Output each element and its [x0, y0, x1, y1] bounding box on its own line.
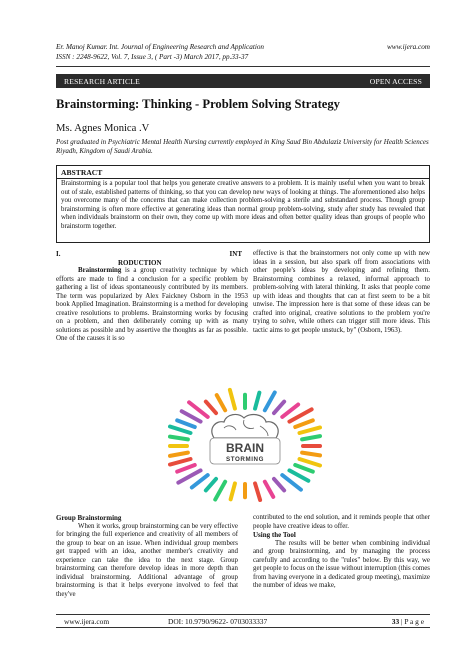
intro-text: is a group creativity technique by which efforts are made to find a conclusion for a specific problem by gathering a list of ideas spontaneously contributed by its members. The term was popularized by Alex Faickney Osborn in the 1953 book Applied Imagination. Brainstorming is a method for developing creative resolutions to problems. Brainstorming works by focusing on a problem, and then deliberately coming up with as many solutions as possible and by assertive the thoughts as far as possible. One of the causes it is so	[56, 267, 248, 343]
intro-continued-text: effective is that the brainstormers not only come up with new ideas in a session, but also spark off from associations with other people's ideas by developing and refining them. Brainstorming combines a relaxed, informal approach to problem-solving with lateral thinking. It asks that people come up with ideas and thoughts that can at first seem to be a bit unwise. The impression here is that some of these ideas can be crafted into original, creative solutions to the problem you're trying to solve, while others can trigger still more ideas. This tactic aims to get people unstuck, by" (Osborn, 1963).	[253, 250, 430, 334]
page-number: 33	[391, 616, 400, 626]
abstract-box	[56, 165, 430, 243]
page-label: | P a g e	[399, 616, 424, 626]
burst-ray	[215, 482, 225, 500]
burst-ray	[170, 459, 190, 465]
group-brainstorming-text: When it works, group brainstorming can be very effective for bringing the full experience and creativity of all members of the group to bear on an issue. When individual group members get trapped with an idea, another member's creativity and experience can take the idea to the next stage. Group brainstorming can therefore develop ideas in more depth than individual brainstorming. Additional advantage of group brainstorming is that it helps everyone involved to feel that they've	[56, 522, 238, 598]
section-heading-part1: INT	[229, 250, 242, 258]
journal-citation: Er. Manoj Kumar. Int. Journal of Engineering Research and Application	[56, 43, 265, 51]
issn-line: ISSN : 2248-9622, Vol. 7, Issue 3, ( Part -3) March 2017, pp.33-37	[56, 52, 249, 61]
paper-title: Brainstorming: Thinking - Problem Solving Strategy	[56, 97, 340, 111]
banner-access-type: OPEN ACCESS	[369, 76, 422, 86]
burst-ray	[206, 402, 216, 414]
burst-ray	[274, 402, 284, 414]
burst-ray	[230, 390, 235, 409]
journal-website-link[interactable]: www.ijera.com	[387, 43, 430, 51]
column-introduction	[56, 250, 248, 344]
intro-lead-term: Brainstorming	[78, 267, 122, 275]
burst-ray	[295, 465, 313, 472]
burst-ray	[170, 427, 190, 433]
running-header	[56, 43, 430, 62]
burst-ray	[206, 479, 216, 491]
group-brainstorming-heading: Group Brainstorming	[56, 514, 122, 522]
author-name: Ms. Agnes Monica .V	[56, 123, 150, 134]
section-heading-part2: RODUCTION	[118, 258, 162, 267]
brain-icon	[212, 415, 278, 438]
burst-ray	[170, 437, 188, 440]
column-introduction-continued	[253, 250, 430, 335]
footer-doi: DOI: 10.9790/9622- 0703033337	[168, 616, 268, 626]
burst-ray	[231, 483, 235, 499]
footer-page-number	[382, 617, 430, 626]
article-type-banner	[56, 74, 430, 88]
header-divider	[56, 66, 430, 67]
column-using-the-tool	[253, 514, 430, 591]
using-the-tool-text: The results will be better when combining individual and group brainstorming, and by managing the process carefully and according to the "rules" below. By this way, we get people to focus on the issue without interruption (this comes from having everyone in a dedicated group meeting), maximize the number of ideas we make,	[253, 539, 430, 590]
abstract-heading: ABSTRACT	[61, 168, 103, 177]
burst-ray	[274, 479, 284, 491]
burst-ray	[289, 470, 308, 480]
burst-ray	[300, 427, 320, 433]
burst-ray	[177, 420, 195, 427]
banner-article-type: RESEARCH ARTICLE	[64, 76, 140, 86]
burst-ray	[282, 405, 298, 417]
burst-ray	[295, 420, 313, 427]
author-affiliation: Post graduated in Psychiatric Mental Health Nursing currently employed in King Saud Bin Abdulaziz University for Health Sciences Riyadh, Kingdom of Saudi Arabia.	[56, 138, 429, 156]
brainstorming-figure	[168, 384, 322, 502]
abstract-text: Brainstorming is a popular tool that helps you generate creative answers to a problem. It is mainly useful when you want to break out of stale, established patterns of thinking, so that you can develop new ways of looking at things. The aforementioned also helps you overcome many of the concerns that can make collection problem-solving a sterile and substandard process. Though group brainstorming is often more effective at generating ideas than normal group problem-solving, study after study has revealed that when individuals brainstorm on their own, they come up with more ideas and often better quality ideas than groups of people who brainstorm together.	[61, 180, 425, 230]
burst-ray	[302, 436, 320, 439]
section-number: I.	[56, 250, 61, 258]
burst-ray	[255, 483, 260, 500]
burst-ray	[217, 395, 225, 410]
page-footer	[56, 614, 430, 628]
burst-ray	[302, 453, 320, 456]
column-group-brainstorming	[56, 514, 238, 599]
intro-paragraph	[56, 267, 248, 344]
group-brainstorming-continued: contributed to the end solution, and it reminds people that other people have creative ideas to offer.	[253, 514, 430, 530]
using-the-tool-heading: Using the Tool	[253, 531, 296, 540]
figure-word-storming: STORMING	[225, 456, 265, 463]
burst-ray	[265, 482, 273, 497]
burst-ray	[182, 411, 201, 421]
burst-ray	[300, 459, 320, 465]
burst-ray	[192, 475, 208, 487]
abstract-divider	[57, 178, 429, 179]
burst-ray	[265, 392, 275, 410]
burst-ray	[177, 465, 195, 472]
footer-website-link[interactable]: www.ijera.com	[64, 616, 110, 626]
burst-ray	[255, 393, 259, 409]
burst-ray	[170, 453, 188, 456]
figure-word-brain: BRAIN	[226, 441, 264, 455]
